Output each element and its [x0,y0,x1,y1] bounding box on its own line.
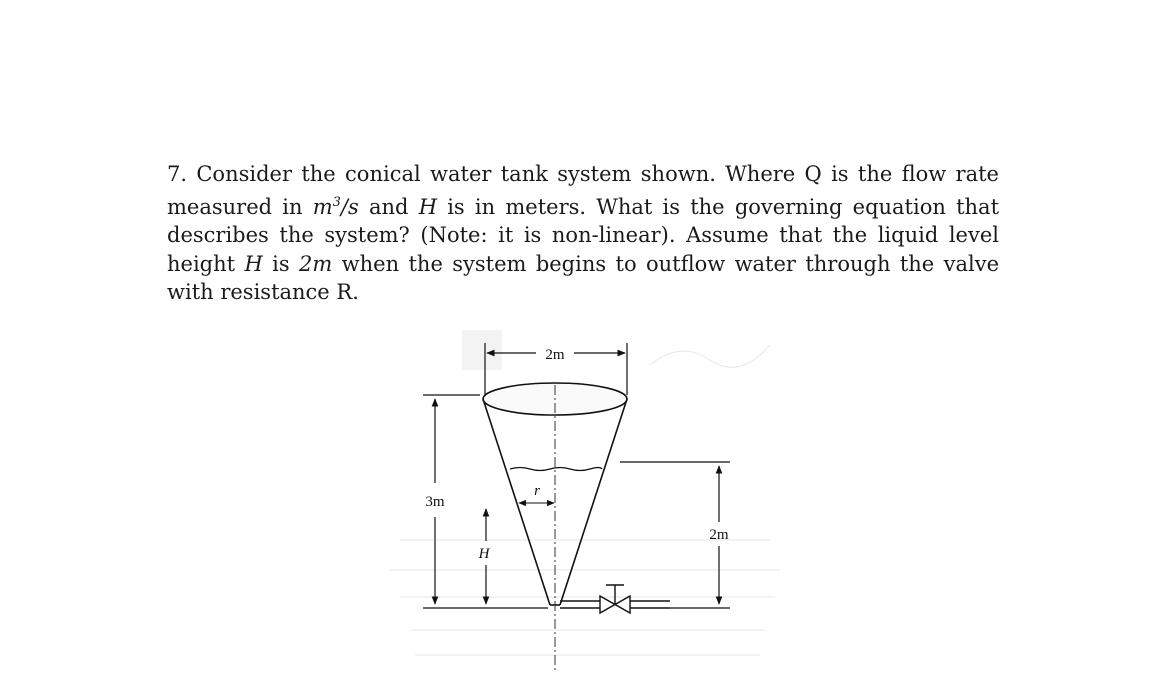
level-dimension [478,509,491,604]
flow-unit: $m^3/s$ [312,194,359,219]
level-label: H [478,546,490,562]
top-width-label: 2m [545,347,565,363]
variable-h-2: H [244,251,263,276]
radius-label: r [534,483,540,499]
height-label: 3m [425,494,445,510]
problem-statement: 7. Consider the conical water tank system shown. Where Q is the flow rate measured in $m^3/s$ and H is in meters. What is the governing equation that describes the system? (Note: it is non-linear). Assume that the liquid level height H is 2m when the system begins to outflow water through the valve with resistance R. [167,162,1000,304]
initial-height-value: 2m [299,251,333,276]
variable-h: H [418,194,438,219]
scan-noise [390,330,780,655]
problem-number: 7. [167,162,188,186]
conical-tank-figure [380,325,790,685]
water-surface [510,468,602,471]
right-level-dimension [620,462,730,608]
right-level-label: 2m [709,527,729,543]
valve-icon [600,585,630,613]
radius-dimension [519,483,554,503]
